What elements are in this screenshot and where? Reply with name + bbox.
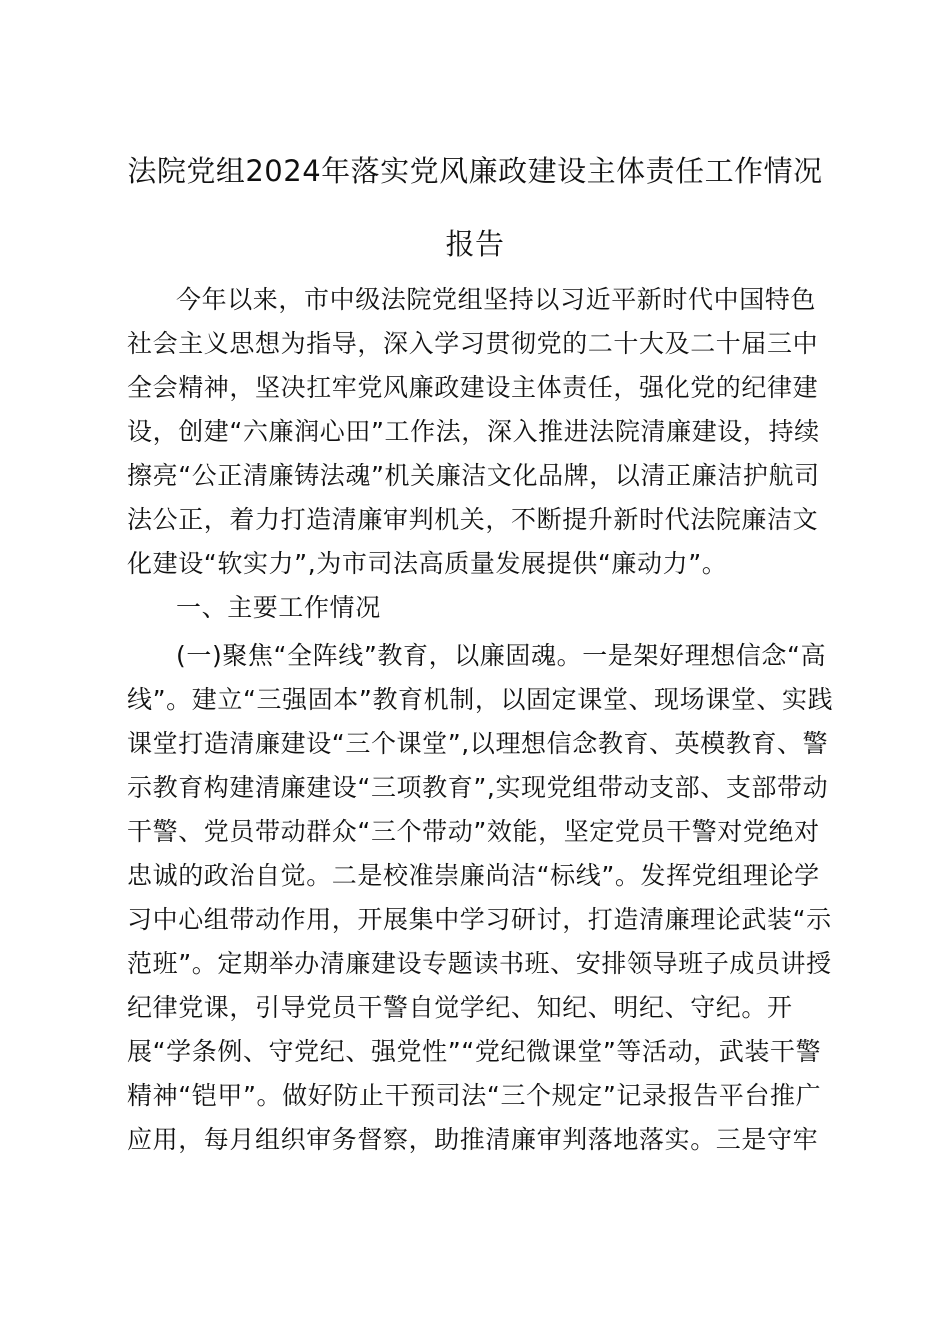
body-paragraph-line: 忠诚的政治自觉。二是校准崇廉尚洁“标线”。发挥党组理论学 xyxy=(127,861,820,890)
intro-paragraph-line: 擦亮“公正清廉铸法魂”机关廉洁文化品牌，以清正廉洁护航司 xyxy=(127,461,820,490)
document-title-line-2: 报告 xyxy=(445,227,505,261)
body-paragraph-line: 纪律党课，引导党员干警自觉学纪、知纪、明纪、守纪。开 xyxy=(127,993,793,1022)
body-paragraph-line: 精神“铠甲”。做好防止干预司法“三个规定”记录报告平台推广 xyxy=(127,1081,822,1110)
section-heading: 一、主要工作情况 xyxy=(176,593,381,622)
intro-paragraph-line: 社会主义思想为指导，深入学习贯彻党的二十大及二十届三中 xyxy=(127,329,819,358)
body-paragraph-line: 展“学条例、守党纪、强党性”“党纪微课堂”等活动，武装干警 xyxy=(127,1037,822,1066)
intro-paragraph-line: 法公正，着力打造清廉审判机关，不断提升新时代法院廉洁文 xyxy=(127,505,819,534)
document-title-line-1: 法院党组2024年落实党风廉政建设主体责任工作情况 xyxy=(127,154,823,188)
body-paragraph-line: 示教育构建清廉建设“三项教育”,实现党组带动支部、支部带动 xyxy=(127,773,829,802)
body-paragraph-line: 习中心组带动作用，开展集中学习研讨，打造清廉理论武装“示 xyxy=(127,905,832,934)
body-paragraph-line: 应用，每月组织审务督察，助推清廉审判落地落实。三是守牢 xyxy=(127,1125,819,1154)
body-paragraph-line: 范班”。定期举办清廉建设专题读书班、安排领导班子成员讲授 xyxy=(127,949,832,978)
body-paragraph-line: 干警、党员带动群众“三个带动”效能，坚定党员干警对党绝对 xyxy=(127,817,820,846)
body-paragraph-line: 线”。建立“三强固本”教育机制，以固定课堂、现场课堂、实践 xyxy=(127,685,834,714)
intro-paragraph-line: 今年以来，市中级法院党组坚持以习近平新时代中国特色 xyxy=(176,285,817,314)
body-paragraph-line: 课堂打造清廉建设“三个课堂”,以理想信念教育、英模教育、警 xyxy=(127,729,829,758)
intro-paragraph-line: 设，创建“六廉润心田”工作法，深入推进法院清廉建设，持续 xyxy=(127,417,820,446)
body-paragraph-line: (一)聚焦“全阵线”教育，以廉固魂。一是架好理想信念“高 xyxy=(176,641,827,670)
intro-paragraph-line: 全会精神，坚决扛牢党风廉政建设主体责任，强化党的纪律建 xyxy=(127,373,819,402)
intro-paragraph-line: 化建设“软实力”,为市司法高质量发展提供“廉动力”。 xyxy=(127,549,728,578)
